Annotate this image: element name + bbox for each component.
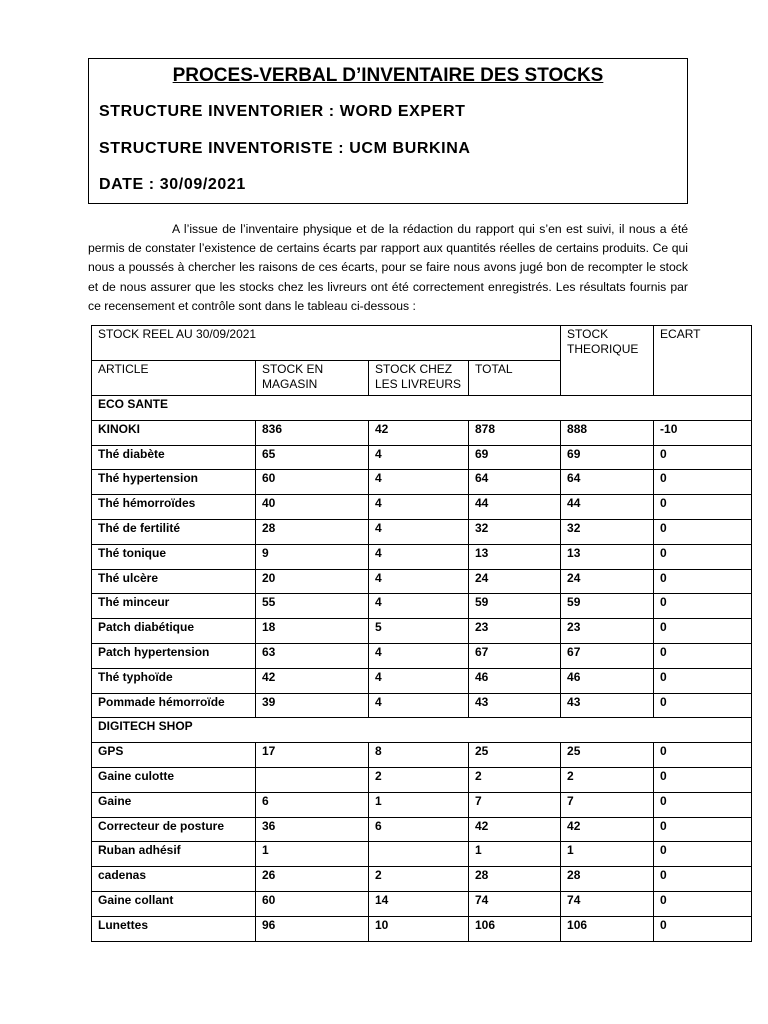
table-row xyxy=(92,891,752,916)
total-cell: 43 xyxy=(469,693,561,718)
theorique-cell: 2 xyxy=(561,767,654,792)
theorique-cell: 106 xyxy=(561,916,654,941)
ecart-cell: 0 xyxy=(654,619,752,644)
total-cell: 7 xyxy=(469,792,561,817)
livreurs-cell: 5 xyxy=(369,619,469,644)
stock-theorique-header: STOCK THEORIQUE xyxy=(561,326,654,396)
livreurs-cell: 10 xyxy=(369,916,469,941)
ecart-cell: 0 xyxy=(654,842,752,867)
article-cell: GPS xyxy=(92,743,256,768)
magasin-cell: 65 xyxy=(256,445,369,470)
magasin-cell: 63 xyxy=(256,643,369,668)
ecart-cell: 0 xyxy=(654,916,752,941)
article-header: ARTICLE xyxy=(92,361,256,396)
table-row xyxy=(92,519,752,544)
inventory-date: DATE : 30/09/2021 xyxy=(99,176,246,193)
section-name: ECO SANTE xyxy=(92,396,752,421)
ecart-cell: 0 xyxy=(654,594,752,619)
article-cell: Gaine collant xyxy=(92,891,256,916)
table-row xyxy=(92,470,752,495)
theorique-cell: 69 xyxy=(561,445,654,470)
article-cell: Patch hypertension xyxy=(92,643,256,668)
article-cell: Gaine xyxy=(92,792,256,817)
livreurs-cell: 2 xyxy=(369,867,469,892)
magasin-cell: 36 xyxy=(256,817,369,842)
inventory-table xyxy=(91,325,752,942)
article-cell: Thé de fertilité xyxy=(92,519,256,544)
ecart-cell: 0 xyxy=(654,767,752,792)
theorique-cell: 44 xyxy=(561,495,654,520)
theorique-cell: 43 xyxy=(561,693,654,718)
magasin-cell: 39 xyxy=(256,693,369,718)
article-cell: cadenas xyxy=(92,867,256,892)
magasin-header: STOCK EN MAGASIN xyxy=(256,361,369,396)
total-cell: 64 xyxy=(469,470,561,495)
ecart-cell: 0 xyxy=(654,743,752,768)
magasin-cell xyxy=(256,767,369,792)
ecart-cell: 0 xyxy=(654,470,752,495)
intro-paragraph: A l’issue de l’inventaire physique et de la rédaction du rapport qui s’en est suivi, il nous a été permis de constater l’existence de certains écarts par rapport aux quantités réelles de certains produits. Ce qui nous a poussés à chercher les raisons de ces écarts, pour se faire nous avons jugé bon de recompter le stock et de nous assurer que les stocks chez les livreurs ont été correctement enregistrés. Les résultats fournis par ce recensement et contrôle sont dans le tableau ci-dessous : xyxy=(88,222,688,313)
ecart-cell: 0 xyxy=(654,544,752,569)
magasin-cell: 55 xyxy=(256,594,369,619)
ecart-cell: 0 xyxy=(654,693,752,718)
total-cell: 74 xyxy=(469,891,561,916)
ecart-cell: 0 xyxy=(654,519,752,544)
total-cell: 23 xyxy=(469,619,561,644)
ecart-cell: 0 xyxy=(654,867,752,892)
ecart-header: ECART xyxy=(654,326,752,396)
magasin-cell: 6 xyxy=(256,792,369,817)
magasin-cell: 26 xyxy=(256,867,369,892)
livreurs-cell: 8 xyxy=(369,743,469,768)
table-row xyxy=(92,445,752,470)
theorique-cell: 23 xyxy=(561,619,654,644)
livreurs-header: STOCK CHEZ LES LIVREURS xyxy=(369,361,469,396)
livreurs-cell: 4 xyxy=(369,470,469,495)
magasin-cell: 18 xyxy=(256,619,369,644)
ecart-cell: 0 xyxy=(654,668,752,693)
theorique-cell: 7 xyxy=(561,792,654,817)
table-row xyxy=(92,569,752,594)
magasin-cell: 28 xyxy=(256,519,369,544)
total-cell: 24 xyxy=(469,569,561,594)
total-cell: 44 xyxy=(469,495,561,520)
total-cell: 28 xyxy=(469,867,561,892)
article-cell: Thé hémorroïdes xyxy=(92,495,256,520)
article-cell: Correcteur de posture xyxy=(92,817,256,842)
section-name: DIGITECH SHOP xyxy=(92,718,752,743)
livreurs-cell: 4 xyxy=(369,693,469,718)
theorique-cell: 24 xyxy=(561,569,654,594)
article-cell: Patch diabétique xyxy=(92,619,256,644)
ecart-cell: 0 xyxy=(654,643,752,668)
article-cell: KINOKI xyxy=(92,420,256,445)
total-cell: 2 xyxy=(469,767,561,792)
section-row xyxy=(92,396,752,421)
magasin-cell: 1 xyxy=(256,842,369,867)
article-cell: Pommade hémorroïde xyxy=(92,693,256,718)
table-row xyxy=(92,594,752,619)
livreurs-cell: 4 xyxy=(369,495,469,520)
magasin-cell: 42 xyxy=(256,668,369,693)
theorique-cell: 28 xyxy=(561,867,654,892)
theorique-cell: 46 xyxy=(561,668,654,693)
article-cell: Thé ulcère xyxy=(92,569,256,594)
theorique-cell: 13 xyxy=(561,544,654,569)
total-cell: 42 xyxy=(469,817,561,842)
table-header-row-1 xyxy=(92,326,752,361)
livreurs-cell: 4 xyxy=(369,643,469,668)
article-cell: Lunettes xyxy=(92,916,256,941)
article-cell: Thé diabète xyxy=(92,445,256,470)
magasin-cell: 836 xyxy=(256,420,369,445)
magasin-cell: 96 xyxy=(256,916,369,941)
table-row xyxy=(92,792,752,817)
table-row xyxy=(92,495,752,520)
total-header: TOTAL xyxy=(469,361,561,396)
table-row xyxy=(92,767,752,792)
livreurs-cell xyxy=(369,842,469,867)
total-cell: 32 xyxy=(469,519,561,544)
structure-inventoriste: STRUCTURE INVENTORISTE : UCM BURKINA xyxy=(99,140,471,157)
livreurs-cell: 42 xyxy=(369,420,469,445)
total-cell: 25 xyxy=(469,743,561,768)
ecart-cell: 0 xyxy=(654,891,752,916)
total-cell: 13 xyxy=(469,544,561,569)
magasin-cell: 9 xyxy=(256,544,369,569)
magasin-cell: 40 xyxy=(256,495,369,520)
magasin-cell: 60 xyxy=(256,470,369,495)
article-cell: Thé tonique xyxy=(92,544,256,569)
theorique-cell: 1 xyxy=(561,842,654,867)
theorique-cell: 67 xyxy=(561,643,654,668)
total-cell: 69 xyxy=(469,445,561,470)
livreurs-cell: 4 xyxy=(369,519,469,544)
ecart-cell: -10 xyxy=(654,420,752,445)
article-cell: Thé minceur xyxy=(92,594,256,619)
table-row xyxy=(92,420,752,445)
total-cell: 1 xyxy=(469,842,561,867)
article-cell: Thé typhoïde xyxy=(92,668,256,693)
total-cell: 106 xyxy=(469,916,561,941)
total-cell: 67 xyxy=(469,643,561,668)
theorique-cell: 25 xyxy=(561,743,654,768)
theorique-cell: 32 xyxy=(561,519,654,544)
table-row xyxy=(92,643,752,668)
theorique-cell: 42 xyxy=(561,817,654,842)
theorique-cell: 74 xyxy=(561,891,654,916)
livreurs-cell: 6 xyxy=(369,817,469,842)
livreurs-cell: 4 xyxy=(369,668,469,693)
total-cell: 59 xyxy=(469,594,561,619)
livreurs-cell: 14 xyxy=(369,891,469,916)
table-row xyxy=(92,743,752,768)
ecart-cell: 0 xyxy=(654,445,752,470)
livreurs-cell: 4 xyxy=(369,445,469,470)
header-box xyxy=(88,58,688,204)
document-title: PROCES-VERBAL D’INVENTAIRE DES STOCKS xyxy=(172,65,604,86)
total-cell: 46 xyxy=(469,668,561,693)
article-cell: Gaine culotte xyxy=(92,767,256,792)
ecart-cell: 0 xyxy=(654,495,752,520)
ecart-cell: 0 xyxy=(654,569,752,594)
livreurs-cell: 4 xyxy=(369,569,469,594)
table-row xyxy=(92,916,752,941)
table-row xyxy=(92,867,752,892)
table-row xyxy=(92,817,752,842)
livreurs-cell: 1 xyxy=(369,792,469,817)
stock-reel-header: STOCK REEL AU 30/09/2021 xyxy=(92,326,561,361)
magasin-cell: 60 xyxy=(256,891,369,916)
structure-inventorier: STRUCTURE INVENTORIER : WORD EXPERT xyxy=(99,103,466,120)
section-row xyxy=(92,718,752,743)
table-row xyxy=(92,544,752,569)
table-row xyxy=(92,842,752,867)
total-cell: 878 xyxy=(469,420,561,445)
table-row xyxy=(92,619,752,644)
livreurs-cell: 4 xyxy=(369,544,469,569)
theorique-cell: 888 xyxy=(561,420,654,445)
livreurs-cell: 2 xyxy=(369,767,469,792)
table-row xyxy=(92,668,752,693)
ecart-cell: 0 xyxy=(654,792,752,817)
table-row xyxy=(92,693,752,718)
theorique-cell: 64 xyxy=(561,470,654,495)
magasin-cell: 17 xyxy=(256,743,369,768)
magasin-cell: 20 xyxy=(256,569,369,594)
article-cell: Ruban adhésif xyxy=(92,842,256,867)
ecart-cell: 0 xyxy=(654,817,752,842)
livreurs-cell: 4 xyxy=(369,594,469,619)
theorique-cell: 59 xyxy=(561,594,654,619)
article-cell: Thé hypertension xyxy=(92,470,256,495)
